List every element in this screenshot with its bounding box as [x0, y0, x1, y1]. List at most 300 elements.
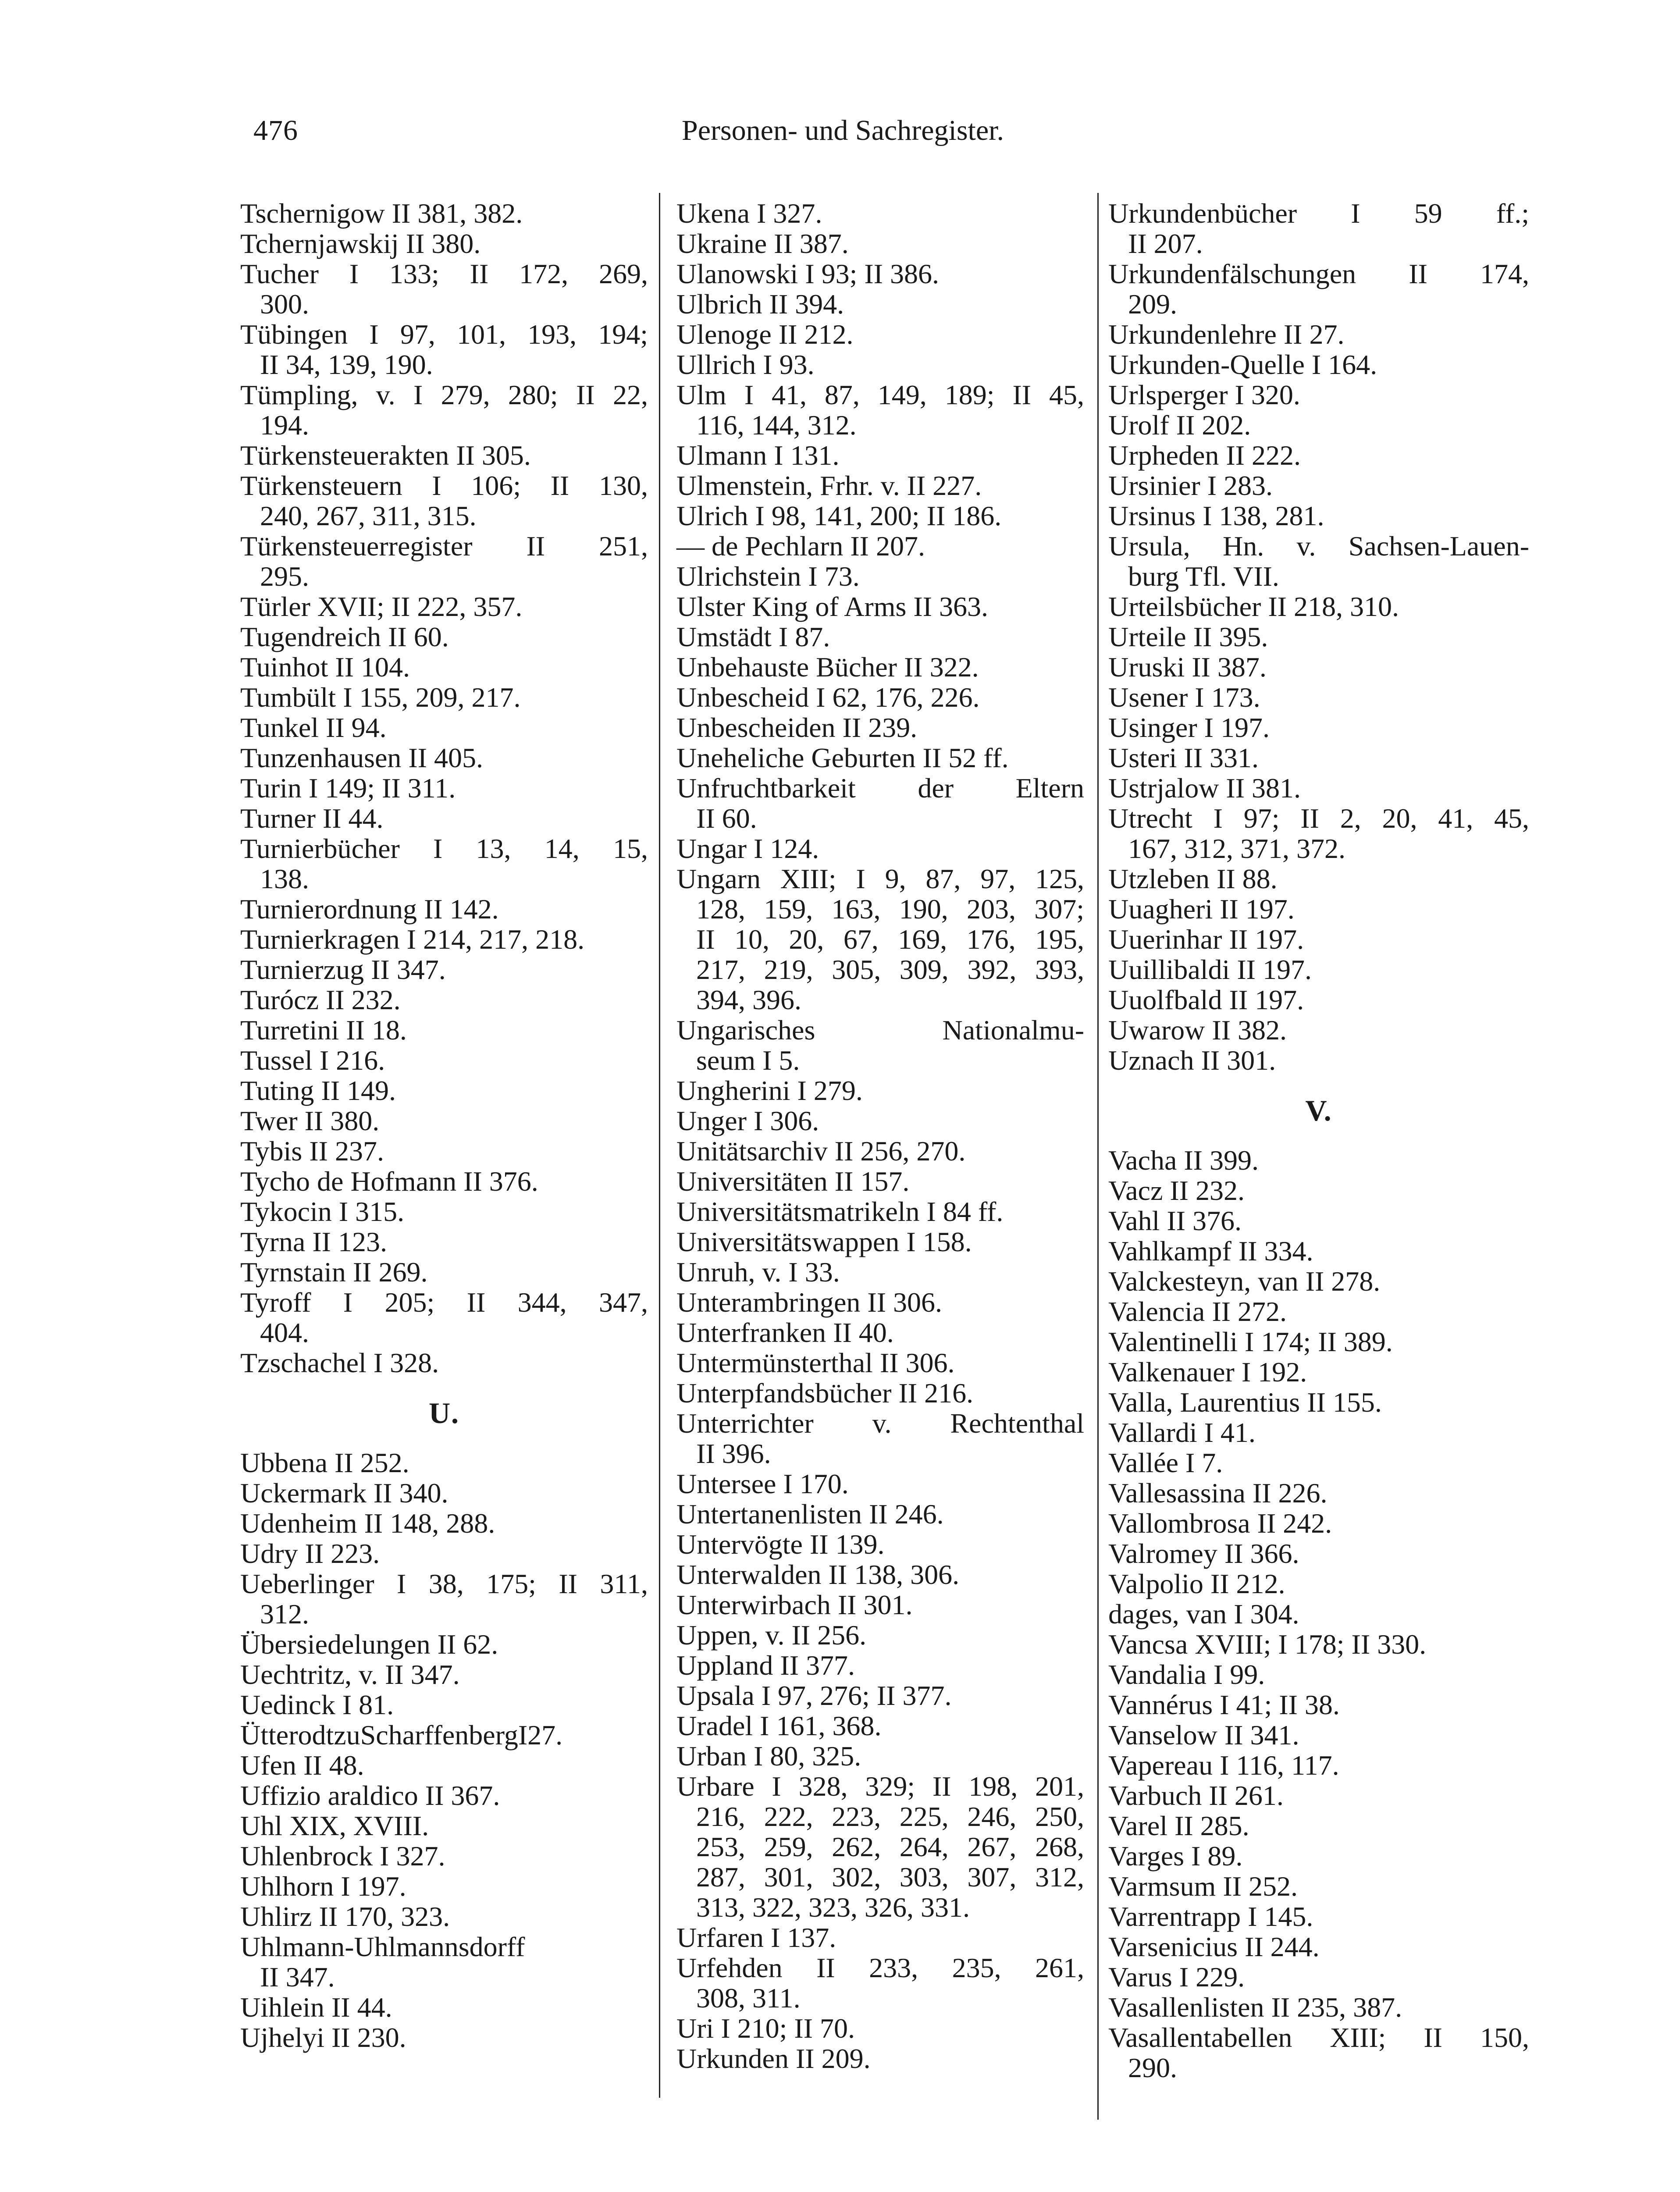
entry-headword-line: Vanselow II 341. [1108, 1719, 1299, 1751]
entry-continuation-line: 404. [260, 1317, 309, 1348]
entry-headword-line: Ubbena II 252. [240, 1447, 409, 1478]
index-entry [1108, 1175, 1529, 1206]
index-entry [1108, 410, 1529, 440]
index-entry [240, 591, 648, 622]
entry-headword-line: Uhlmann-Uhlmannsdorff [240, 1931, 525, 1962]
index-entry [240, 1227, 648, 1257]
index-entry [240, 1901, 648, 1932]
entry-headword-line: dages, van I 304. [1108, 1598, 1299, 1630]
index-entry [1108, 1417, 1529, 1448]
index-entry [676, 1922, 1084, 1953]
index-entry [240, 1780, 648, 1811]
entry-headword-line: Varus I 229. [1108, 1961, 1245, 1993]
entry-headword-line: Ungarisches Nationalmu- [676, 1014, 1084, 1046]
index-entry [676, 1015, 1084, 1075]
entry-continuation-line: 167, 312, 371, 372. [1128, 833, 1345, 864]
index-entry [676, 712, 1084, 743]
index-entry [676, 833, 1084, 864]
entry-headword-line: Twer II 380. [240, 1105, 380, 1136]
entry-continuation-line: 138. [260, 863, 309, 894]
index-entry [240, 954, 648, 985]
index-entry [1108, 1387, 1529, 1417]
index-entry [676, 1469, 1084, 1499]
entry-headword-line: Urlsperger I 320. [1108, 379, 1300, 410]
entry-continuation-line: 216, 222, 223, 225, 246, 250, [696, 1801, 1084, 1832]
entry-headword-line: Untertanenlisten II 246. [676, 1498, 944, 1530]
entry-headword-line: Ulster King of Arms II 363. [676, 591, 989, 622]
index-entry [676, 773, 1084, 833]
index-entry [240, 470, 648, 531]
index-entry [1108, 1569, 1529, 1599]
index-entry [676, 561, 1084, 591]
entry-continuation-line: II 396. [696, 1438, 771, 1469]
index-entry [240, 1348, 648, 1378]
index-entry [240, 1720, 648, 1750]
index-column-3 [1108, 198, 1529, 2083]
entry-continuation-line: II 60. [696, 803, 757, 834]
index-entry [240, 1569, 648, 1629]
entry-headword-line: Urban I 80, 325. [676, 1740, 861, 1772]
index-entry [240, 319, 648, 380]
entry-continuation-line: II 10, 20, 67, 169, 176, 195, [696, 924, 1084, 955]
index-entry [1108, 1478, 1529, 1508]
index-entry [1108, 1811, 1529, 1841]
entry-headword-line: Unbehauste Bücher II 322. [676, 651, 979, 683]
entry-headword-line: Varmsum II 252. [1108, 1871, 1298, 1902]
index-entry [1108, 1538, 1529, 1569]
entry-headword-line: Tucher I 133; II 172, 269, [240, 258, 648, 289]
entry-headword-line: Ursinus I 138, 281. [1108, 500, 1324, 531]
entry-headword-line: Ursinier I 283. [1108, 470, 1273, 501]
index-entry [676, 1711, 1084, 1741]
entry-headword-line: Urkundenbücher I 59 ff.; [1108, 198, 1529, 229]
index-entry [1108, 924, 1529, 954]
index-entry [1108, 531, 1529, 591]
entry-headword-line: Ulmenstein, Frhr. v. II 227. [676, 470, 982, 501]
index-entry [676, 228, 1084, 259]
entry-headword-line: Turner II 44. [240, 803, 384, 834]
index-entry [240, 1841, 648, 1871]
entry-continuation-line: 217, 219, 305, 309, 392, 393, [696, 954, 1084, 985]
index-column-2 [676, 198, 1084, 2074]
index-entry [1108, 1659, 1529, 1690]
index-entry [1108, 440, 1529, 470]
index-entry [676, 1499, 1084, 1529]
index-entry [1108, 1508, 1529, 1538]
index-entry [240, 1287, 648, 1348]
entry-headword-line: Untervögte II 139. [676, 1529, 885, 1560]
entry-headword-line: Vandalia I 99. [1108, 1659, 1265, 1690]
index-entry [676, 470, 1084, 501]
entry-headword-line: Urbare I 328, 329; II 198, 201, [676, 1771, 1084, 1802]
index-entry [1108, 1448, 1529, 1478]
entry-headword-line: Ungarn XIII; I 9, 87, 97, 125, [676, 863, 1084, 894]
index-entry [676, 1257, 1084, 1287]
entry-headword-line: Tschernigow II 381, 382. [240, 198, 523, 229]
index-entry [1108, 1266, 1529, 1296]
index-entry [240, 1257, 648, 1287]
index-entry [676, 2043, 1084, 2074]
entry-headword-line: Uuagheri II 197. [1108, 893, 1295, 925]
entry-headword-line: Turnierkragen I 214, 217, 218. [240, 924, 585, 955]
index-entry [676, 1106, 1084, 1136]
entry-headword-line: Varbuch II 261. [1108, 1780, 1284, 1811]
entry-headword-line: Uuillibaldi II 197. [1108, 954, 1312, 985]
index-entry [1108, 501, 1529, 531]
entry-headword-line: Vasallenlisten II 235, 387. [1108, 1992, 1402, 2023]
index-entry [676, 1075, 1084, 1106]
entry-headword-line: Vasallentabellen XIII; II 150, [1108, 2022, 1529, 2053]
index-entry [1108, 803, 1529, 864]
entry-headword-line: Ustrjalow II 381. [1108, 772, 1301, 804]
entry-headword-line: Unterfranken II 40. [676, 1317, 894, 1348]
index-entry [240, 1811, 648, 1841]
entry-headword-line: Tübingen I 97, 101, 193, 194; [240, 319, 648, 350]
index-entry [676, 2013, 1084, 2043]
index-entry [1108, 1015, 1529, 1045]
entry-headword-line: Ulrich I 98, 141, 200; II 186. [676, 500, 1002, 531]
index-entry [676, 1741, 1084, 1771]
entry-continuation-line: burg Tfl. VII. [1128, 561, 1279, 592]
index-entry [1108, 1992, 1529, 2022]
entry-headword-line: Uhl XIX, XVIII. [240, 1810, 429, 1841]
entry-headword-line: Unbescheid I 62, 176, 226. [676, 682, 980, 713]
page-number: 476 [253, 114, 298, 146]
entry-headword-line: Ukena I 327. [676, 198, 822, 229]
index-entry [676, 1620, 1084, 1650]
entry-headword-line: Usinger I 197. [1108, 712, 1270, 743]
index-column-1 [240, 198, 648, 2053]
entry-headword-line: Upsala I 97, 276; II 377. [676, 1680, 952, 1711]
entry-headword-line: Vancsa XVIII; I 178; II 330. [1108, 1629, 1427, 1660]
entry-headword-line: Uuolfbald II 197. [1108, 984, 1304, 1015]
entry-headword-line: Vahl II 376. [1108, 1205, 1242, 1236]
entry-headword-line: Urkundenfälschungen II 174, [1108, 258, 1529, 289]
entry-headword-line: Uffizio araldico II 367. [240, 1780, 500, 1811]
index-entry [676, 1348, 1084, 1378]
index-entry [676, 289, 1084, 319]
index-entry [240, 1136, 648, 1166]
entry-headword-line: Ulrichstein I 73. [676, 561, 860, 592]
index-entry [1108, 712, 1529, 743]
index-entry [240, 1538, 648, 1569]
index-entry [240, 622, 648, 652]
index-entry [1108, 954, 1529, 985]
entry-headword-line: Urfaren I 137. [676, 1922, 836, 1953]
entry-headword-line: Tunkel II 94. [240, 712, 387, 743]
index-entry [676, 1378, 1084, 1408]
section-letter: U. [428, 1396, 460, 1430]
entry-headword-line: Tyroff I 205; II 344, 347, [240, 1287, 648, 1318]
entry-headword-line: Vannérus I 41; II 38. [1108, 1689, 1340, 1720]
entry-continuation-line: seum I 5. [696, 1045, 800, 1076]
index-entry [676, 1136, 1084, 1166]
index-entry [676, 682, 1084, 712]
index-entry [1108, 470, 1529, 501]
index-entry [1108, 591, 1529, 622]
entry-headword-line: Usener I 173. [1108, 682, 1260, 713]
entry-headword-line: — de Pechlarn II 207. [676, 530, 925, 562]
index-entry [240, 1478, 648, 1508]
entry-headword-line: Ulenoge II 212. [676, 319, 854, 350]
entry-headword-line: Tussel I 216. [240, 1045, 385, 1076]
index-entry [676, 1317, 1084, 1348]
index-entry [240, 1659, 648, 1690]
entry-headword-line: Ursula, Hn. v. Sachsen-Lauen- [1108, 530, 1529, 562]
index-entry [240, 1508, 648, 1538]
entry-headword-line: Unterpfandsbücher II 216. [676, 1377, 974, 1409]
index-entry [240, 652, 648, 682]
entry-headword-line: Valckesteyn, van II 278. [1108, 1266, 1381, 1297]
index-entry [676, 591, 1084, 622]
entry-headword-line: Valpolio II 212. [1108, 1568, 1285, 1599]
index-entry [676, 440, 1084, 470]
entry-headword-line: Türkensteuerregister II 251, [240, 530, 648, 562]
entry-headword-line: Vallesassina II 226. [1108, 1477, 1328, 1509]
entry-headword-line: Universitäten II 157. [676, 1166, 910, 1197]
entry-continuation-line: 295. [260, 561, 309, 592]
entry-headword-line: Turin I 149; II 311. [240, 772, 456, 804]
index-entry [676, 319, 1084, 349]
entry-headword-line: Tybis II 237. [240, 1135, 384, 1167]
entry-headword-line: Unbescheiden II 239. [676, 712, 918, 743]
entry-headword-line: Unterambringen II 306. [676, 1287, 943, 1318]
index-entry [1108, 894, 1529, 924]
index-entry [1108, 1236, 1529, 1266]
running-head: Personen- und Sachregister. [682, 114, 1004, 146]
entry-continuation-line: 300. [260, 288, 309, 320]
index-entry [240, 380, 648, 440]
entry-headword-line: Usteri II 331. [1108, 742, 1259, 773]
entry-headword-line: Varges I 89. [1108, 1840, 1243, 1872]
entry-headword-line: Uruski II 387. [1108, 651, 1267, 683]
entry-headword-line: Valentinelli I 174; II 389. [1108, 1326, 1393, 1357]
index-entry [240, 985, 648, 1015]
entry-headword-line: Unger I 306. [676, 1105, 819, 1136]
index-entry [676, 198, 1084, 228]
entry-headword-line: Valencia II 272. [1108, 1296, 1287, 1327]
entry-headword-line: Uppen, v. II 256. [676, 1619, 867, 1651]
entry-headword-line: Tugendreich II 60. [240, 621, 449, 652]
index-entry [1108, 682, 1529, 712]
index-entry [1108, 2022, 1529, 2083]
entry-headword-line: Uhlhorn I 197. [240, 1871, 406, 1902]
index-entry [1108, 743, 1529, 773]
index-entry [240, 773, 648, 803]
entry-continuation-line: 313, 322, 323, 326, 331. [696, 1892, 970, 1923]
entry-continuation-line: 116, 144, 312. [696, 409, 857, 441]
index-entry [240, 1015, 648, 1045]
entry-headword-line: Tyrna II 123. [240, 1226, 387, 1257]
index-entry [240, 259, 648, 319]
entry-continuation-line: 287, 301, 302, 303, 307, 312, [696, 1861, 1084, 1893]
index-entry [1108, 1206, 1529, 1236]
entry-headword-line: Ufen II 48. [240, 1750, 364, 1781]
index-entry [676, 1650, 1084, 1680]
entry-headword-line: Ukraine II 387. [676, 228, 849, 259]
entry-headword-line: Türkensteuerakten II 305. [240, 440, 531, 471]
index-entry [676, 1287, 1084, 1317]
entry-continuation-line: II 34, 139, 190. [260, 349, 433, 380]
index-entry [1108, 773, 1529, 803]
index-entry [676, 1590, 1084, 1620]
entry-continuation-line: 128, 159, 163, 190, 203, 307; [696, 893, 1084, 925]
index-entry [676, 652, 1084, 682]
entry-headword-line: Urkunden-Quelle I 164. [1108, 349, 1377, 380]
entry-headword-line: Utrecht I 97; II 2, 20, 41, 45, [1108, 803, 1529, 834]
entry-headword-line: Ulanowski I 93; II 386. [676, 258, 940, 289]
index-entry [676, 1227, 1084, 1257]
index-entry [676, 1166, 1084, 1196]
index-entry [676, 743, 1084, 773]
index-entry [676, 1559, 1084, 1590]
entry-headword-line: Unterwalden II 138, 306. [676, 1559, 960, 1590]
entry-headword-line: Valromey II 366. [1108, 1538, 1299, 1569]
entry-headword-line: Türler XVII; II 222, 357. [240, 591, 523, 622]
entry-headword-line: Uznach II 301. [1108, 1045, 1276, 1076]
entry-headword-line: Türkensteuern I 106; II 130, [240, 470, 648, 501]
entry-headword-line: Ungherini I 279. [676, 1075, 863, 1106]
index-entry [240, 894, 648, 924]
index-entry [676, 501, 1084, 531]
index-entry [240, 1045, 648, 1075]
entry-headword-line: Varel II 285. [1108, 1810, 1249, 1841]
entry-headword-line: Unruh, v. I 33. [676, 1256, 840, 1288]
index-entry [1108, 1045, 1529, 1075]
entry-headword-line: Valla, Laurentius II 155. [1108, 1387, 1382, 1418]
index-entry [676, 380, 1084, 440]
entry-headword-line: Varrentrapp I 145. [1108, 1901, 1313, 1932]
entry-headword-line: Urolf II 202. [1108, 409, 1251, 441]
entry-headword-line: Valkenauer I 192. [1108, 1356, 1307, 1388]
entry-headword-line: Tunzenhausen II 405. [240, 742, 483, 773]
index-entry [1108, 652, 1529, 682]
entry-headword-line: Uwarow II 382. [1108, 1014, 1287, 1046]
index-entry [240, 1106, 648, 1136]
entry-headword-line: Uhlirz II 170, 323. [240, 1901, 450, 1932]
index-entry [676, 259, 1084, 289]
entry-headword-line: Ulm I 41, 87, 149, 189; II 45, [676, 379, 1084, 410]
index-entry [240, 1690, 648, 1720]
entry-headword-line: Tzschachel I 328. [240, 1347, 439, 1378]
entry-headword-line: Unfruchtbarkeit der Eltern [676, 772, 1084, 804]
index-entry [1108, 1901, 1529, 1932]
entry-headword-line: Urteile II 395. [1108, 621, 1268, 652]
entry-headword-line: Urkunden II 209. [676, 2043, 871, 2074]
column-divider [659, 193, 660, 2098]
entry-continuation-line: 253, 259, 262, 264, 267, 268, [696, 1831, 1084, 1862]
entry-continuation-line: 209. [1128, 288, 1177, 320]
index-entry [1108, 1145, 1529, 1175]
entry-headword-line: Varsenicius II 244. [1108, 1931, 1320, 1962]
entry-headword-line: Urkundenlehre II 27. [1108, 319, 1345, 350]
index-entry [1108, 1932, 1529, 1962]
index-entry [240, 743, 648, 773]
entry-headword-line: Turnierordnung II 142. [240, 893, 499, 925]
entry-headword-line: Uckermark II 340. [240, 1477, 448, 1509]
index-entry [1108, 622, 1529, 652]
entry-headword-line: Tycho de Hofmann II 376. [240, 1166, 538, 1197]
entry-headword-line: Tyrnstain II 269. [240, 1256, 428, 1288]
entry-headword-line: ÜtterodtzuScharffenbergI27. [240, 1719, 563, 1751]
entry-headword-line: Uihlein II 44. [240, 1992, 392, 2023]
index-entry [240, 803, 648, 833]
column-divider [1097, 193, 1099, 2120]
entry-headword-line: Ulmann I 131. [676, 440, 840, 471]
index-entry [240, 712, 648, 743]
index-entry [240, 440, 648, 470]
entry-headword-line: Turnierbücher I 13, 14, 15, [240, 833, 648, 864]
index-entry [240, 198, 648, 228]
index-entry [240, 1629, 648, 1659]
index-entry [1108, 349, 1529, 380]
index-entry [1108, 1962, 1529, 1992]
entry-headword-line: Ujhelyi II 230. [240, 2022, 406, 2053]
entry-continuation-line: 394, 396. [696, 984, 801, 1015]
entry-headword-line: Tuinhot II 104. [240, 651, 410, 683]
index-entry [1108, 1871, 1529, 1901]
index-entry [240, 1992, 648, 2022]
entry-headword-line: Unitätsarchiv II 256, 270. [676, 1135, 966, 1167]
index-entry [676, 864, 1084, 1015]
index-entry [676, 531, 1084, 561]
index-entry [676, 1529, 1084, 1559]
index-entry [240, 1075, 648, 1106]
entry-headword-line: Ullrich I 93. [676, 349, 815, 380]
entry-headword-line: Vallardi I 41. [1108, 1417, 1256, 1448]
entry-headword-line: Tykocin I 315. [240, 1196, 405, 1227]
entry-headword-line: Uppland II 377. [676, 1650, 855, 1681]
index-entry [240, 833, 648, 894]
entry-continuation-line: II 347. [260, 1961, 335, 1993]
entry-headword-line: Urteilsbücher II 218, 310. [1108, 591, 1399, 622]
entry-headword-line: Ulbrich II 394. [676, 288, 844, 320]
index-entry [1108, 380, 1529, 410]
index-entry [240, 228, 648, 259]
entry-headword-line: Unterrichter v. Rechtenthal [676, 1408, 1084, 1439]
index-entry [1108, 198, 1529, 259]
entry-headword-line: Umstädt I 87. [676, 621, 830, 652]
index-entry [1108, 1327, 1529, 1357]
entry-continuation-line: 312. [260, 1598, 309, 1630]
entry-headword-line: Übersiedelungen II 62. [240, 1629, 498, 1660]
index-entry [1108, 1690, 1529, 1720]
entry-headword-line: Ungar I 124. [676, 833, 819, 864]
entry-headword-line: Tumbült I 155, 209, 217. [240, 682, 521, 713]
index-entry [1108, 319, 1529, 349]
entry-headword-line: Vahlkampf II 334. [1108, 1235, 1313, 1267]
entry-headword-line: Uradel I 161, 368. [676, 1710, 882, 1741]
entry-headword-line: Uuerinhar II 197. [1108, 924, 1304, 955]
entry-headword-line: Urfehden II 233, 235, 261, [676, 1952, 1084, 1983]
entry-headword-line: Tchernjawskij II 380. [240, 228, 481, 259]
index-entry [240, 531, 648, 591]
entry-headword-line: Uhlenbrock I 327. [240, 1840, 445, 1872]
entry-headword-line: Ueberlinger I 38, 175; II 311, [240, 1568, 648, 1599]
index-entry [240, 1871, 648, 1901]
index-entry [676, 622, 1084, 652]
index-entry [1108, 1780, 1529, 1811]
index-entry [676, 1771, 1084, 1922]
entry-headword-line: Vallombrosa II 242. [1108, 1508, 1332, 1539]
entry-headword-line: Vapereau I 116, 117. [1108, 1750, 1339, 1781]
entry-continuation-line: II 207. [1128, 228, 1203, 259]
index-entry [676, 349, 1084, 380]
index-entry [676, 1680, 1084, 1711]
index-entry [1108, 1357, 1529, 1387]
section-letter: V. [1305, 1094, 1332, 1127]
entry-headword-line: Turnierzug II 347. [240, 954, 446, 985]
